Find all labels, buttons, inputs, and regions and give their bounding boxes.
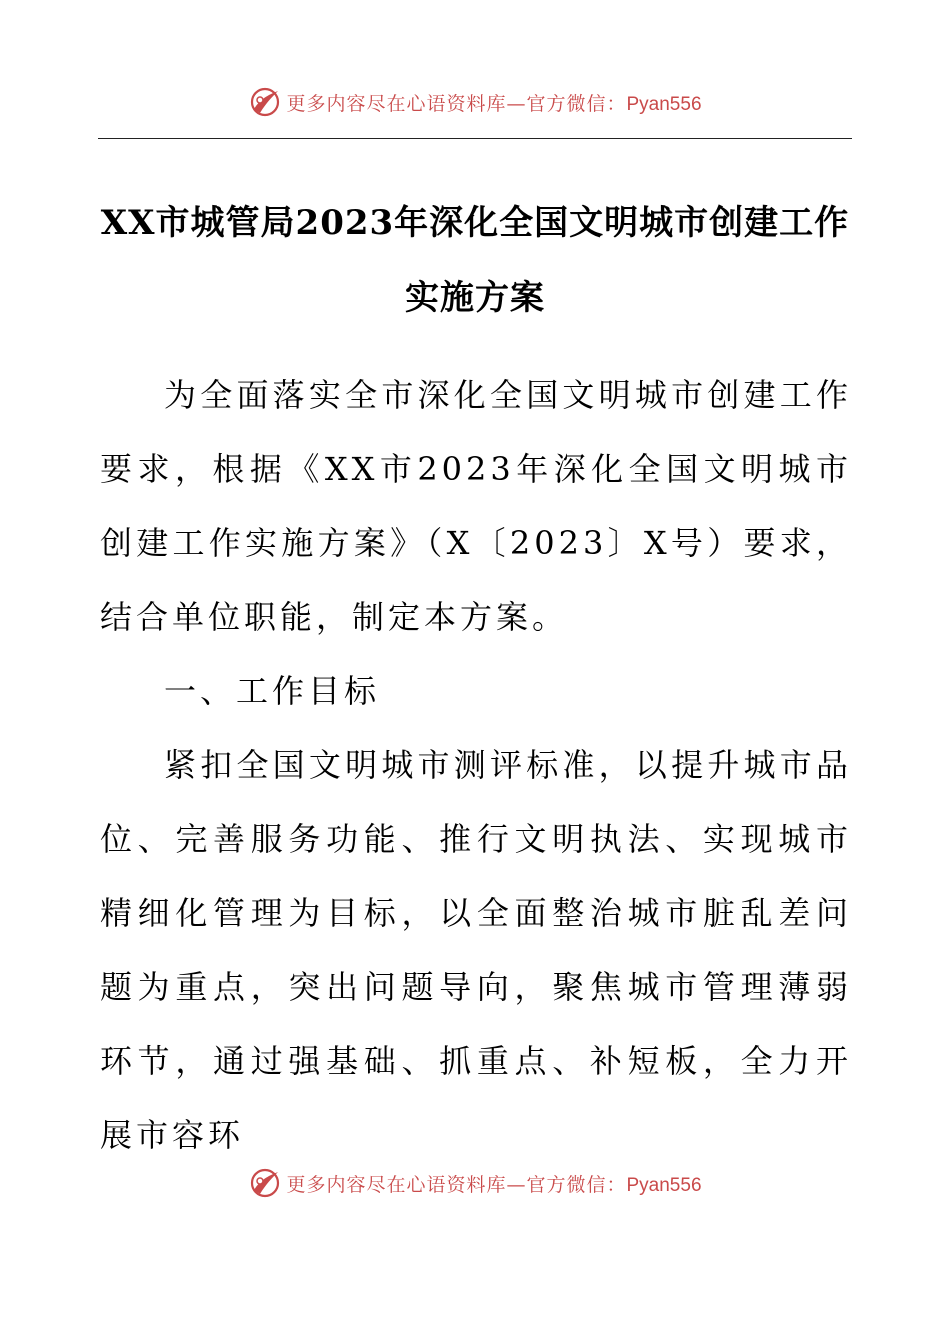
quill-swirl-logo-icon: [248, 1166, 282, 1200]
footer-banner: [0, 1163, 950, 1203]
paragraph-intro: 为全面落实全市深化全国文明城市创建工作要求，根据《XX市2023年深化全国文明城市创建工作实施方案》（X〔2023〕X号）要求，结合单位职能，制定本方案。: [100, 376, 852, 636]
banner-text: 更多内容尽在心语资料库—官方微信：Pyan556: [286, 1173, 702, 1196]
document-title: XX市城管局2023年深化全国文明城市创建工作实施方案: [100, 203, 850, 318]
banner-text: 更多内容尽在心语资料库—官方微信：Pyan556: [286, 92, 702, 115]
section-heading-goals: 一、工作目标: [164, 672, 381, 710]
header-banner: [0, 82, 950, 122]
header-rule: [98, 138, 852, 139]
document-body: [100, 358, 852, 1172]
quill-swirl-logo-icon: [248, 85, 282, 119]
paragraph-goals: 紧扣全国文明城市测评标准，以提升城市品位、完善服务功能、推行文明执法、实现城市精细化管理为目标，以全面整治城市脏乱差问题为重点，突出问题导向，聚焦城市管理薄弱环节，通过强基础、抓重点、补短板，全力开展市容环: [100, 746, 852, 1154]
